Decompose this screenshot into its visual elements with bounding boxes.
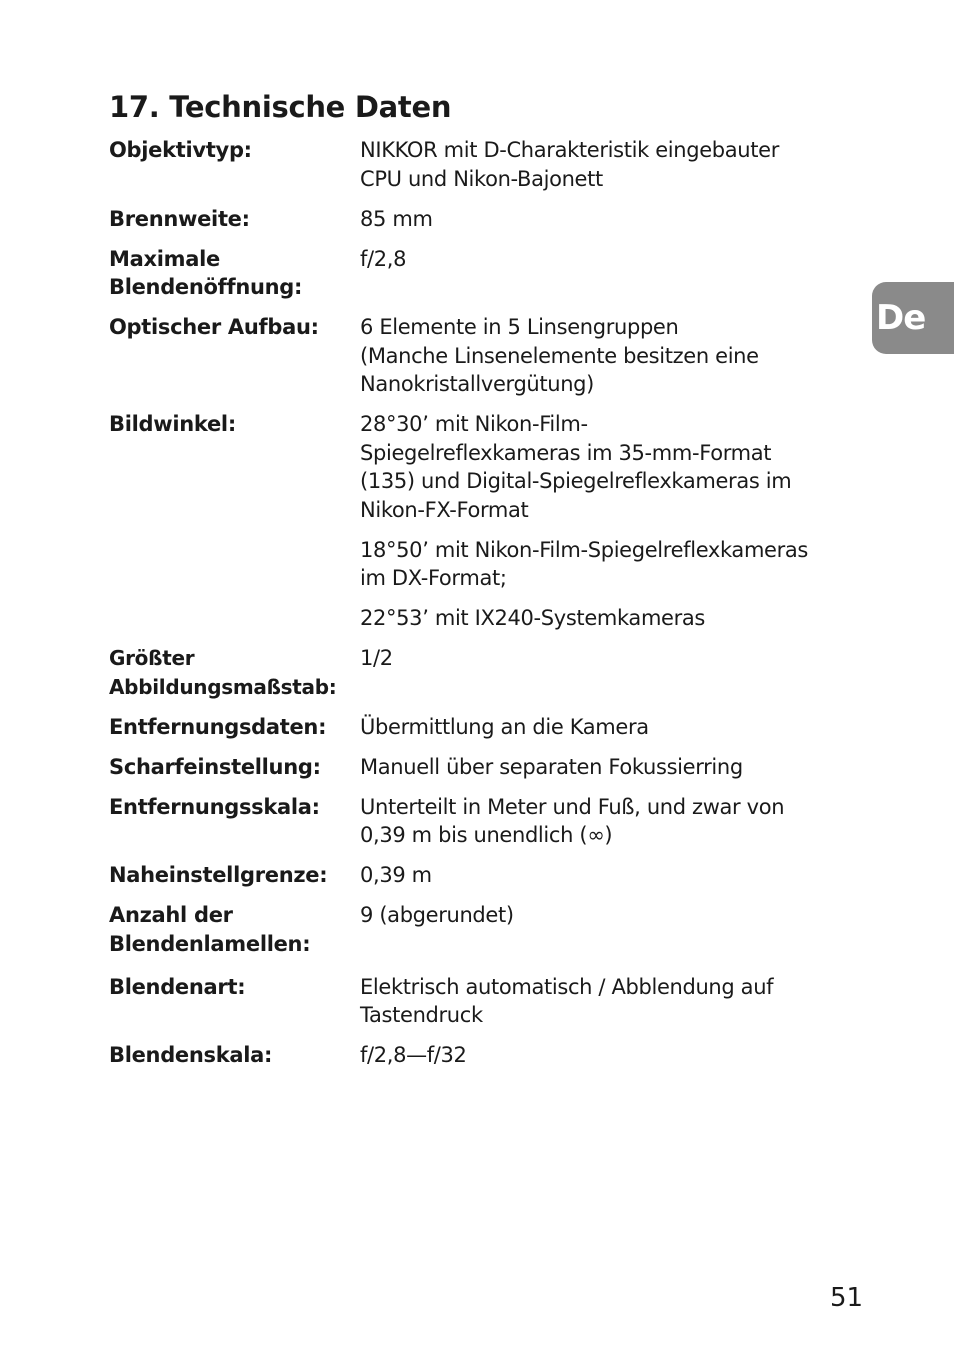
spec-label [109, 205, 360, 234]
spec-label-line: Objektivtyp: [109, 138, 252, 162]
spec-value-line: f/2,8 [360, 246, 407, 271]
spec-value-line: Nikon-FX-Format [360, 497, 529, 522]
spec-paragraph [360, 205, 849, 234]
spec-value-line: 85 mm [360, 206, 433, 231]
spec-value-line: im DX-Format; [360, 566, 507, 590]
spec-value-line: 22°53’ mit IX240-Systemkameras [360, 606, 706, 630]
spec-value-line: Übermittlung an die Kamera [360, 714, 649, 739]
spec-paragraph [360, 604, 849, 633]
spec-label-line: Brennweite: [109, 206, 250, 231]
spec-value-line: Nanokristallvergütung) [360, 372, 595, 396]
page-title: 17. Technische Daten [109, 90, 452, 124]
spec-value-line: 1/2 [360, 646, 393, 670]
spec-label-line: Optischer Aufbau: [109, 315, 319, 339]
spec-label [109, 1041, 360, 1070]
spec-paragraph [360, 536, 849, 593]
spec-value-line: Elektrisch automatisch / Abblendung auf [360, 974, 774, 999]
spec-row-entfernungsdaten [109, 713, 849, 742]
spec-value [360, 793, 849, 850]
spec-value [360, 205, 849, 234]
spec-value [360, 1041, 849, 1070]
spec-label [109, 901, 360, 958]
spec-label-line: Bildwinkel: [109, 412, 236, 436]
spec-row-blendenart [109, 973, 849, 1030]
spec-row-objektivtyp [109, 136, 849, 193]
spec-paragraph [360, 793, 849, 850]
spec-value [360, 644, 849, 673]
spec-paragraph [360, 644, 849, 673]
spec-row-brennweite [109, 205, 849, 234]
spec-label-line: Abbildungsmaßstab: [109, 674, 337, 699]
spec-value-line: 28°30’ mit Nikon-Film- [360, 412, 588, 436]
spec-label [109, 973, 360, 1002]
spec-paragraph [360, 753, 849, 782]
spec-value [360, 753, 849, 782]
spec-value-line: Spiegelreflexkameras im 35-mm-Format [360, 440, 772, 465]
spec-value-line: f/2,8—f/32 [360, 1043, 467, 1067]
spec-paragraph [360, 136, 849, 193]
spec-paragraph [360, 901, 849, 930]
spec-value-line: 18°50’ mit Nikon-Film-Spiegelreflexkameras [360, 537, 809, 562]
spec-row-maximale-blendenoeffnung [109, 245, 849, 302]
spec-value [360, 313, 849, 399]
spec-label-line: Maximale [109, 246, 220, 271]
spec-value [360, 410, 849, 633]
spec-paragraph [360, 713, 849, 742]
spec-label [109, 136, 360, 165]
spec-value [360, 713, 849, 742]
spec-row-scharfeinstellung [109, 753, 849, 782]
spec-paragraph [360, 973, 849, 1030]
spec-value-line: NIKKOR mit D-Charakteristik eingebauter [360, 138, 779, 162]
spec-value-line: 6 Elemente in 5 Linsengruppen [360, 315, 679, 339]
spec-label-line: Blendenskala: [109, 1043, 273, 1067]
spec-label [109, 713, 360, 742]
spec-list [109, 136, 849, 1070]
spec-value [360, 901, 849, 930]
spec-paragraph [360, 410, 849, 524]
spec-label [109, 313, 360, 342]
spec-value-line: 9 (abgerundet) [360, 903, 514, 927]
spec-value [360, 136, 849, 193]
spec-label-line: Entfernungsdaten: [109, 714, 327, 739]
spec-value-line: (135) und Digital-Spiegelreflexkameras im [360, 469, 792, 493]
spec-value-line: CPU und Nikon-Bajonett [360, 166, 603, 191]
spec-value-line: Tastendruck [360, 1003, 483, 1027]
spec-label-line: Entfernungsskala: [109, 794, 320, 819]
spec-value [360, 861, 849, 890]
spec-row-entfernungsskala [109, 793, 849, 850]
spec-row-groesster-abbildungsmassstab [109, 644, 849, 701]
spec-row-optischer-aufbau [109, 313, 849, 399]
page-number: 51 [830, 1283, 864, 1313]
spec-label-line: Größter [109, 646, 195, 670]
spec-value [360, 973, 849, 1030]
spec-label-line: Blendenart: [109, 974, 246, 999]
spec-row-blendenskala [109, 1041, 849, 1070]
spec-row-bildwinkel [109, 410, 849, 633]
spec-row-naheinstellgrenze [109, 861, 849, 890]
spec-value-line: Manuell über separaten Fokussierring [360, 754, 743, 779]
spec-paragraph [360, 245, 849, 274]
spec-label-line: Blendenöffnung: [109, 275, 303, 299]
spec-value-line: 0,39 m [360, 863, 432, 887]
spec-label-line: Naheinstellgrenze: [109, 863, 328, 887]
spec-paragraph [360, 313, 849, 399]
spec-row-anzahl-der-blendenlamellen [109, 901, 849, 958]
spec-label [109, 861, 360, 890]
spec-label [109, 793, 360, 822]
spec-label [109, 753, 360, 782]
spec-label-line: Blendenlamellen: [109, 931, 311, 956]
spec-value-line: (Manche Linsenelemente besitzen eine [360, 343, 759, 368]
spec-label [109, 644, 360, 701]
spec-value [360, 245, 849, 274]
spec-value-line: Unterteilt in Meter und Fuß, und zwar von [360, 794, 785, 819]
spec-paragraph [360, 861, 849, 890]
spec-label [109, 410, 360, 439]
language-tab: De [872, 282, 954, 354]
spec-paragraph [360, 1041, 849, 1070]
spec-label-line: Anzahl der [109, 903, 233, 927]
spec-value-line: 0,39 m bis unendlich (∞) [360, 823, 613, 847]
spec-label-line: Scharfeinstellung: [109, 754, 321, 779]
spec-label [109, 245, 360, 302]
